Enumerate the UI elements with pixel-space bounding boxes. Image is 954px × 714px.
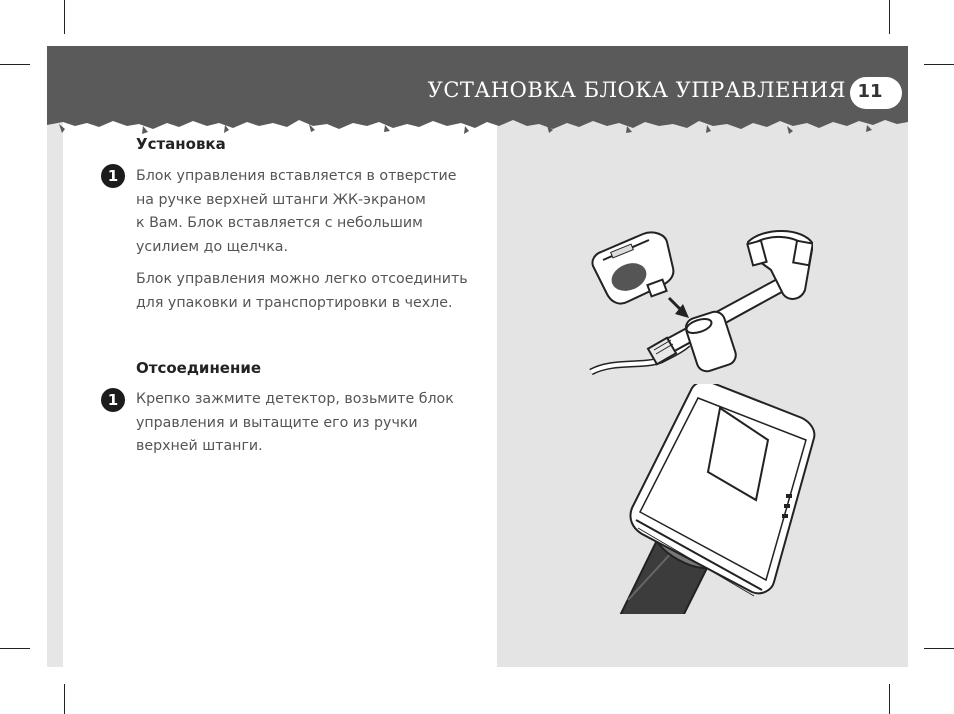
text-line: Крепко зажмите детектор, возьмите блок: [136, 391, 454, 407]
crop-mark: [924, 648, 954, 649]
crop-mark: [64, 684, 65, 714]
text-line: на ручке верхней штанги ЖК-экраном: [136, 191, 426, 208]
left-margin-strip: [47, 46, 63, 667]
control-unit-lcd-illustration: [612, 384, 827, 614]
crop-mark: [0, 64, 30, 65]
control-unit-insertion-illustration: [543, 182, 813, 397]
remove-paragraph: [136, 388, 454, 459]
detach-info-paragraph: [136, 268, 468, 315]
page-header: [47, 46, 908, 136]
step-number-badge: 1: [101, 388, 125, 412]
section-heading-remove: Отсоединение: [136, 359, 262, 377]
crop-mark: [924, 64, 954, 65]
text-line: Блок управления вставляется в отверстие: [136, 168, 457, 184]
crop-mark: [889, 0, 890, 34]
install-paragraph: [136, 165, 456, 259]
crop-mark: [0, 648, 30, 649]
text-line: управления и вытащите его из ручки: [136, 414, 418, 431]
section-heading-install: Установка: [136, 135, 226, 153]
page-number: 11: [857, 81, 883, 102]
header-title: УСТАНОВКА БЛОКА УПРАВЛЕНИЯ: [427, 78, 846, 102]
text-line: Блок управления можно легко отсоединить: [136, 271, 468, 287]
text-line: для упаковки и транспортировки в чехле.: [136, 294, 453, 311]
text-line: усилием до щелчка.: [136, 238, 288, 255]
step-number-badge: 1: [101, 164, 125, 188]
text-line: верхней штанги.: [136, 438, 263, 454]
manual-page: [47, 46, 908, 667]
page-number-badge: [850, 77, 902, 109]
crop-mark: [64, 0, 65, 34]
text-line: к Вам. Блок вставляется с небольшим: [136, 215, 423, 231]
crop-mark: [889, 684, 890, 714]
